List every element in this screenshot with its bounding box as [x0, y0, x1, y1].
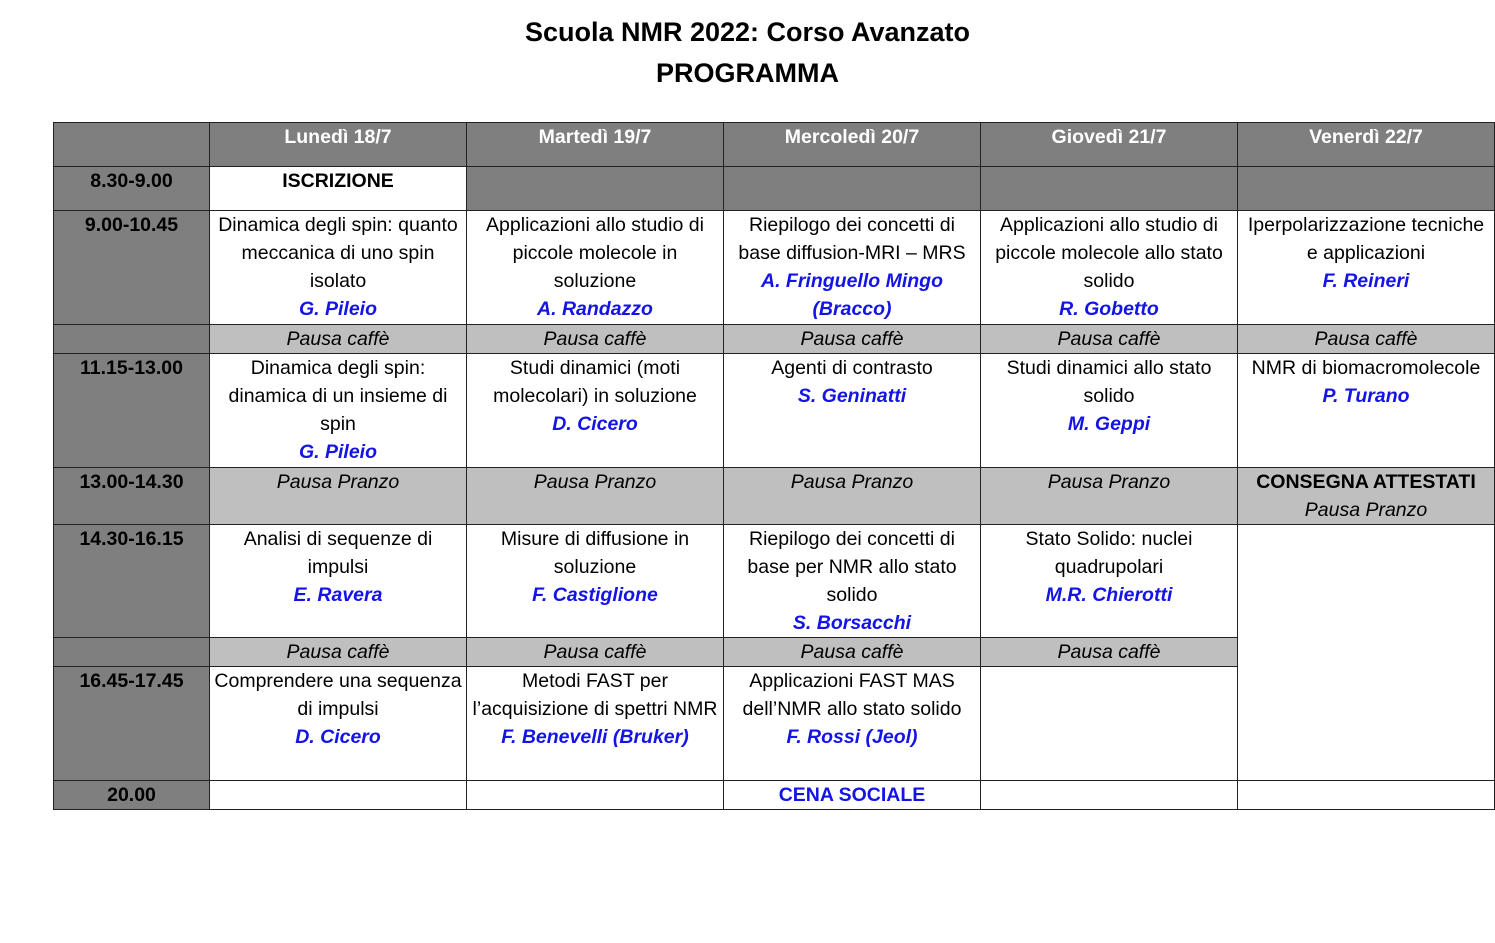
speaker-name: D. Cicero — [552, 413, 638, 435]
session-topic: Riepilogo dei concetti di base per NMR allo stato solido — [747, 528, 957, 606]
coffee-break-cell: Pausa caffè — [724, 325, 981, 354]
speaker-name: M. Geppi — [1067, 413, 1151, 435]
session-topic: Analisi di sequenze di impulsi — [243, 528, 433, 578]
lunch-break-label: Pausa Pranzo — [1304, 499, 1428, 521]
day-header: Giovedì 21/7 — [981, 123, 1238, 167]
speaker-name: E. Ravera — [293, 584, 383, 606]
empty-cell — [1238, 525, 1495, 781]
session-cell — [1238, 354, 1495, 468]
session-topic: Metodi FAST per l’acquisizione di spettri NMR — [472, 670, 718, 720]
session-topic: Applicazioni allo studio di piccole molecole in soluzione — [486, 214, 704, 292]
time-cell: 11.15-13.00 — [54, 354, 210, 468]
session-topic: Dinamica degli spin: quanto meccanica di uno spin isolato — [218, 214, 458, 292]
session-cell — [210, 525, 467, 638]
session-topic: NMR di biomacromolecole — [1251, 357, 1481, 379]
coffee-break-cell: Pausa caffè — [724, 638, 981, 667]
coffee-break-cell: Pausa caffè — [210, 638, 467, 667]
time-cell: 13.00-14.30 — [54, 468, 210, 525]
empty-cell — [1238, 167, 1495, 211]
session-cell — [467, 525, 724, 638]
session-cell — [467, 667, 724, 781]
session-topic: Studi dinamici (moti molecolari) in soluzione — [493, 357, 697, 407]
empty-cell — [981, 781, 1238, 810]
page-title: Scuola NMR 2022: Corso Avanzato — [524, 17, 971, 47]
empty-cell — [467, 167, 724, 211]
coffee-break-cell: Pausa caffè — [210, 325, 467, 354]
speaker-name: A. Randazzo — [537, 298, 653, 320]
speaker-name: F. Benevelli (Bruker) — [501, 726, 689, 748]
time-cell: 14.30-16.15 — [54, 525, 210, 638]
session-topic: Misure di diffusione in soluzione — [500, 528, 690, 578]
day-header: Martedì 19/7 — [467, 123, 724, 167]
page-subtitle: PROGRAMMA — [656, 58, 839, 88]
session-topic: Applicazioni FAST MAS dell’NMR allo stato solido — [742, 670, 962, 720]
session-cell — [724, 525, 981, 638]
session-cell — [724, 667, 981, 781]
speaker-name: D. Cicero — [295, 726, 381, 748]
lunch-break-cell: Pausa Pranzo — [981, 468, 1238, 525]
header-row — [54, 123, 1495, 167]
session-cell — [981, 525, 1238, 638]
session-cell — [467, 354, 724, 468]
speaker-name: G. Pileio — [298, 441, 378, 463]
speaker-name: F. Rossi (Jeol) — [786, 726, 918, 748]
coffee-break-cell: Pausa caffè — [1238, 325, 1495, 354]
time-cell: 9.00-10.45 — [54, 211, 210, 325]
time-cell — [54, 638, 210, 667]
lunch-break-cell: Pausa Pranzo — [724, 468, 981, 525]
time-cell: 20.00 — [54, 781, 210, 810]
session-cell — [467, 211, 724, 325]
time-cell: 8.30-9.00 — [54, 167, 210, 211]
session-cell — [1238, 211, 1495, 325]
speaker-name: F. Reineri — [1322, 270, 1410, 292]
lunch-break-cell: Pausa Pranzo — [467, 468, 724, 525]
lunch-break-cell: Pausa Pranzo — [210, 468, 467, 525]
empty-cell — [210, 781, 467, 810]
session-cell — [724, 354, 981, 468]
table-row — [54, 354, 1495, 468]
table-row — [54, 468, 1495, 525]
speaker-name: M.R. Chierotti — [1045, 584, 1173, 606]
schedule-table — [53, 122, 1495, 810]
session-topic: Stato Solido: nuclei quadrupolari — [1025, 528, 1193, 578]
corner-cell — [54, 123, 210, 167]
table-row — [54, 781, 1495, 810]
coffee-break-cell: Pausa caffè — [467, 325, 724, 354]
empty-cell — [1238, 781, 1495, 810]
coffee-break-cell: Pausa caffè — [467, 638, 724, 667]
coffee-break-cell: Pausa caffè — [981, 638, 1238, 667]
session-cell — [210, 667, 467, 781]
speaker-name: G. Pileio — [298, 298, 378, 320]
session-topic: Riepilogo dei concetti di base diffusion-MRI – MRS — [738, 214, 966, 264]
session-topic: Dinamica degli spin: dinamica di un insieme di spin — [228, 357, 448, 435]
session-topic: Agenti di contrasto — [771, 357, 933, 379]
session-cell — [981, 354, 1238, 468]
speaker-name: S. Borsacchi — [792, 612, 912, 634]
session-cell — [210, 211, 467, 325]
certificates-cell — [1238, 468, 1495, 525]
time-cell — [54, 325, 210, 354]
coffee-break-cell: Pausa caffè — [981, 325, 1238, 354]
speaker-name: P. Turano — [1322, 385, 1410, 407]
day-header: Lunedì 18/7 — [210, 123, 467, 167]
table-row — [54, 211, 1495, 325]
speaker-name: R. Gobetto — [1059, 298, 1159, 320]
session-cell — [210, 354, 467, 468]
empty-cell — [981, 167, 1238, 211]
session-topic: Applicazioni allo studio di piccole molecole allo stato solido — [995, 214, 1223, 292]
table-row — [54, 167, 1495, 211]
session-topic: Iperpolarizzazione tecniche e applicazioni — [1247, 214, 1485, 264]
table-row — [54, 525, 1495, 638]
day-header: Venerdì 22/7 — [1238, 123, 1495, 167]
time-cell: 16.45-17.45 — [54, 667, 210, 781]
session-cell — [981, 211, 1238, 325]
day-header: Mercoledì 20/7 — [724, 123, 981, 167]
speaker-name: F. Castiglione — [532, 584, 658, 606]
empty-cell — [981, 667, 1238, 781]
empty-cell — [724, 167, 981, 211]
social-dinner-cell: CENA SOCIALE — [724, 781, 981, 810]
registration-cell: ISCRIZIONE — [210, 167, 467, 211]
certificates-label: CONSEGNA ATTESTATI — [1256, 471, 1476, 493]
session-topic: Studi dinamici allo stato solido — [1006, 357, 1212, 407]
session-cell — [724, 211, 981, 325]
table-row — [54, 325, 1495, 354]
speaker-name: A. Fringuello Mingo (Bracco) — [761, 270, 943, 320]
session-topic: Comprendere una sequenza di impulsi — [214, 670, 462, 720]
empty-cell — [467, 781, 724, 810]
speaker-name: S. Geninatti — [797, 385, 907, 407]
